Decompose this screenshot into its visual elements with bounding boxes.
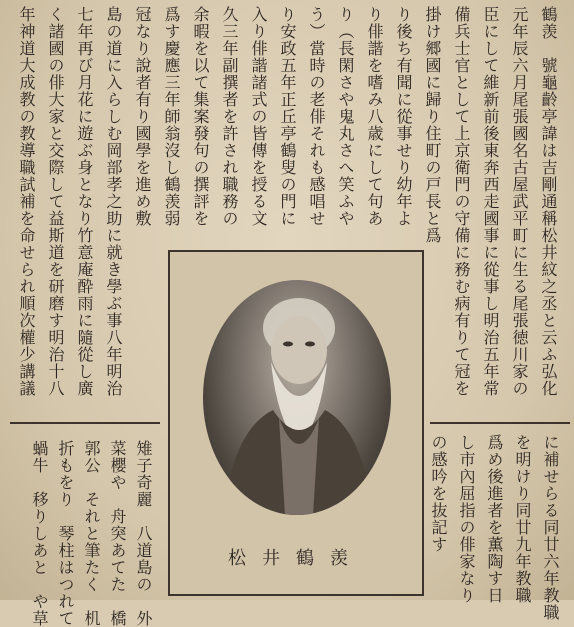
text-column: 久三年副撰者を許され職務の [220, 6, 239, 227]
text-column: 臣にして維新前後東奔西走國事に從事し明治五年常 [481, 6, 500, 397]
text-column: 入り俳諧諸式の皆傳を授る文 [249, 6, 268, 227]
text-column: を明けり同廿九年教職 [513, 434, 532, 604]
text-column: 爲め後進者を薫陶す日 [485, 434, 504, 604]
text-column: り（長閑さや鬼丸さへ笑ふや [336, 6, 355, 227]
text-column: り安政五年正丘亭鶴叟の門に [278, 6, 297, 227]
text-column: に補せらる同廿六年教職 [541, 434, 560, 621]
portrait-frame [168, 250, 424, 596]
text-column: し市內屈指の俳家なり [457, 434, 476, 604]
text-column: 島の道に入らしむ岡部孝之助に就き學ぶ事八年明治 [104, 6, 123, 397]
verse-column: 雉子奇麗 八道島の 外 [134, 440, 153, 627]
verse-column: 郭公 それと筆たく 机 [82, 440, 101, 627]
portrait-caption: 松井鶴羡 [228, 548, 364, 569]
divider [10, 422, 160, 424]
text-column: 備兵士官として上京衛門の守備に務む病有りて冠を [452, 6, 471, 397]
verse-column: 菜櫻や 舟突あてた 橋 [108, 440, 127, 627]
portrait-figure-icon [203, 280, 391, 515]
text-column: の感吟を抜記す [429, 434, 448, 553]
text-column: 爲す慶應三年師翁沒し鶴羡弱 [162, 6, 181, 227]
text-column: 余暇を以て集案發句の撰評を [191, 6, 210, 227]
text-column: く諸國の俳大家と交際して益斯道を研磨す明治十八 [46, 6, 65, 397]
text-column: 七年再び月花に遊ぶ身となり竹意庵酔雨に隨從し廣 [75, 6, 94, 397]
verse-column: 蝸牛 移りしあと や草 [30, 440, 49, 627]
text-column: 掛け郷國に歸り住町の戸長と爲 [423, 6, 442, 244]
text-column: 元年辰六月尾張國名古屋武平町に生る尾張徳川家の [510, 6, 529, 397]
verse-column: 折もをり 琴柱はつれて [56, 440, 75, 627]
text-column: り俳諧を嗜み八歳にして句あ [365, 6, 384, 227]
text-column: 冠なり說者有り國學を進め敷 [133, 6, 152, 227]
text-column: う）當時の老俳それも感唱せ [307, 6, 326, 227]
portrait-photo [203, 280, 391, 515]
text-column: り後ち有聞に從事せり幼年よ [394, 6, 413, 227]
text-column: 年神道大成教の教導職試補を命せられ順次權少講議 [17, 6, 36, 397]
divider [430, 422, 570, 424]
text-column: 鶴羡 號龜齡亭諱は吉剛通稱松井紋之丞と云ふ弘化 [539, 6, 558, 397]
